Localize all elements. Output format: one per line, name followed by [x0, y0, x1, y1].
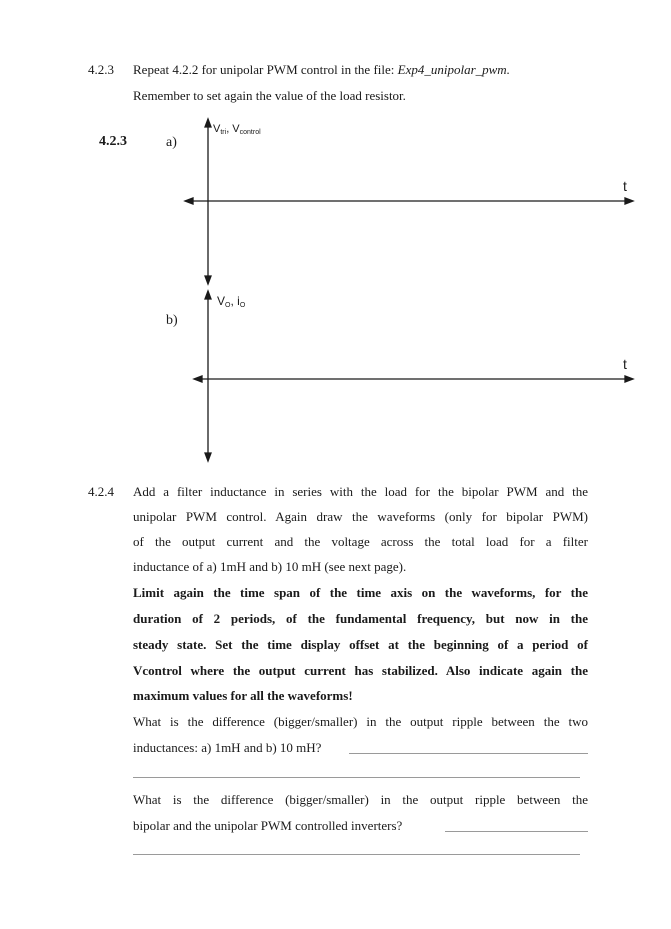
- graph-b-y-sep: , i: [230, 294, 240, 308]
- graph-b-y-main: V: [217, 294, 226, 308]
- bold-instruction-line4: Vcontrol where the output current has stabilized. Also indicate again the: [133, 663, 588, 678]
- graph-a-x-label: t: [623, 178, 627, 194]
- question-1-line2: inductances: a) 1mH and b) 10 mH?: [133, 740, 322, 755]
- section-4-2-4-line3: of the output current and the voltage across the total load for a filter: [133, 534, 588, 549]
- question-2-line2: bipolar and the unipolar PWM controlled inverters?: [133, 818, 403, 833]
- question-2-answer-line: [133, 854, 580, 855]
- graph-a-part-label: a): [166, 135, 177, 150]
- graph-a-y-sub2: control: [239, 129, 261, 136]
- question-1-line1: What is the difference (bigger/smaller) in the output ripple between the two: [133, 714, 588, 729]
- graph-b-part-label: b): [166, 313, 178, 328]
- graph-a-y-main: V: [213, 123, 221, 135]
- section-4-2-4-line4: inductance of a) 1mH and b) 10 mH (see next page).: [133, 559, 407, 574]
- section-number-4-2-3: 4.2.3: [88, 62, 114, 77]
- graph-a-y-arrow-down: [205, 276, 211, 284]
- bold-instruction-line5: maximum values for all the waveforms!: [133, 688, 353, 703]
- graph-b-x-arrow-left: [194, 376, 202, 382]
- graph-b-x-arrow-right: [625, 376, 633, 382]
- graph-a-y-sub1: tri: [220, 129, 227, 136]
- section-4-2-3-text: Repeat 4.2.2 for unipolar PWM control in the file:: [133, 62, 398, 77]
- question-1-answer-blank: [349, 753, 588, 754]
- bold-instruction-line1: Limit again the time span of the time axis on the waveforms, for the: [133, 585, 588, 600]
- section-4-2-3-line2: Remember to set again the value of the load resistor.: [133, 88, 406, 103]
- question-1-answer-line: [133, 777, 580, 778]
- graph-b-y-sub2: O: [239, 302, 246, 309]
- graph-a-x-arrow-left: [185, 198, 193, 204]
- graph-b-x-label: t: [623, 356, 627, 372]
- section-4-2-4-line1: Add a filter inductance in series with the load for the bipolar PWM and the: [133, 484, 588, 499]
- graph-a-x-arrow-right: [625, 198, 633, 204]
- graph-b-y-sub1: O: [225, 302, 231, 309]
- graph-a-y-sep: , V: [226, 123, 240, 135]
- question-2-line1: What is the difference (bigger/smaller) in the output ripple between the: [133, 792, 588, 807]
- question-2-answer-blank: [445, 831, 588, 832]
- section-4-2-4-line2: unipolar PWM control. Again draw the waveforms (only for bipolar PWM): [133, 509, 588, 524]
- section-number-4-2-4: 4.2.4: [88, 484, 114, 499]
- bold-instruction-line2: duration of 2 periods, of the fundamental frequency, but now in the: [133, 611, 588, 626]
- graph-b-y-arrow-up: [205, 291, 211, 299]
- graph-a-section-label: 4.2.3: [99, 134, 127, 149]
- file-name: Exp4_unipolar_pwm.: [397, 62, 510, 77]
- bold-instruction-line3: steady state. Set the time display offset at the beginning of a period of: [133, 637, 588, 652]
- graph-a-y-arrow-up: [205, 119, 211, 127]
- graph-b-y-arrow-down: [205, 453, 211, 461]
